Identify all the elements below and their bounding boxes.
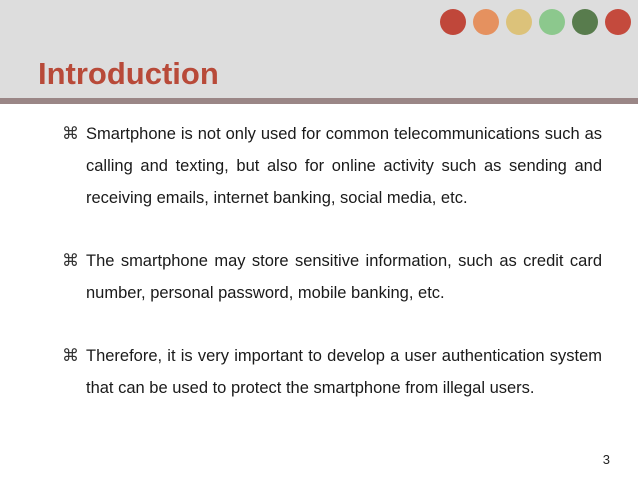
bullet-text: Smartphone is not only used for common telecommunications such as calling and texting, but also for online activity such as sending and receiving emails, internet banking, social media, etc. <box>86 125 602 207</box>
slide-title: Introduction <box>38 56 219 91</box>
decorative-dot <box>440 9 466 35</box>
bullet-item <box>62 118 602 214</box>
decorative-dot <box>506 9 532 35</box>
decorative-dot <box>473 9 499 35</box>
command-key-icon: ⌘ <box>62 124 79 144</box>
header-rule <box>0 98 638 104</box>
bullet-item <box>62 340 602 404</box>
bullet-list <box>62 118 602 435</box>
decorative-dot <box>605 9 631 35</box>
bullet-item <box>62 245 602 309</box>
decorative-dot <box>539 9 565 35</box>
page-number: 3 <box>602 452 610 467</box>
command-key-icon: ⌘ <box>62 251 79 271</box>
bullet-text: Therefore, it is very important to develop a user authentication system that can be used to protect the smartphone from illegal users. <box>86 347 602 397</box>
bullet-text: The smartphone may store sensitive information, such as credit card number, personal password, mobile banking, etc. <box>86 252 602 302</box>
decorative-dot <box>572 9 598 35</box>
command-key-icon: ⌘ <box>62 346 79 366</box>
